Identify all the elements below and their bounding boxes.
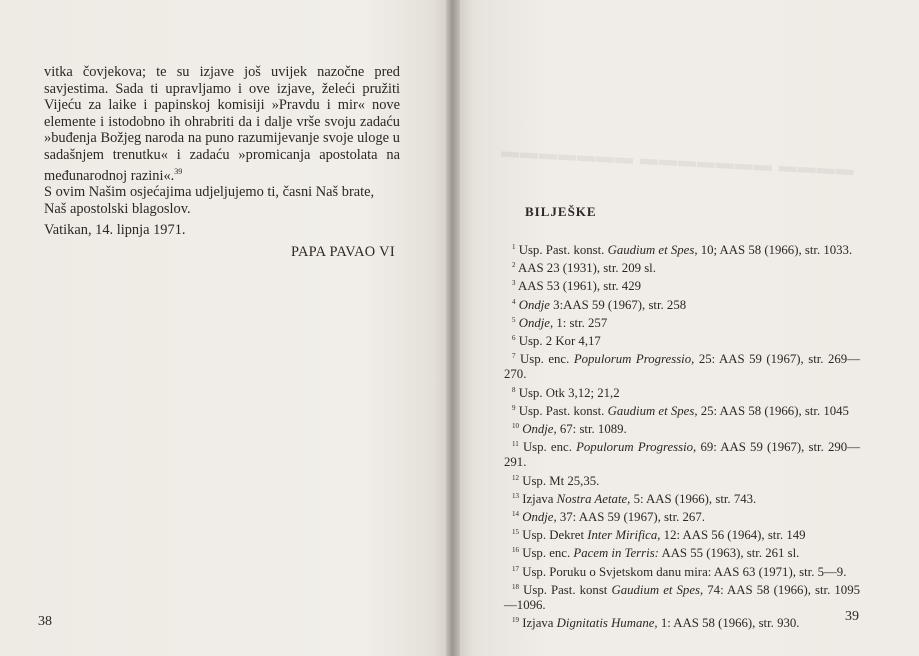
note-title: Ondje, xyxy=(522,510,557,525)
note-number: 18 xyxy=(512,582,519,591)
note-reference: 1: AAS 58 (1966), str. 930. xyxy=(657,616,800,631)
note-item xyxy=(504,507,860,525)
note-title: Ondje, xyxy=(522,422,557,437)
note-title: Gaudium et Spes, xyxy=(611,582,704,597)
note-text: Usp. Mt 25,35. xyxy=(522,473,600,488)
note-number: 8 xyxy=(512,385,516,394)
note-item xyxy=(504,613,860,631)
note-text: AAS 23 (1931), str. 209 sl. xyxy=(518,261,656,276)
note-number: 15 xyxy=(512,528,519,537)
note-number: 2 xyxy=(512,261,516,270)
signature: PAPA PAVAO VI xyxy=(291,244,395,260)
note-text: Usp. Otk 3,12; 21,2 xyxy=(518,385,620,400)
note-item xyxy=(504,543,860,561)
letter-paragraph-text: vitka čovjekova; te su izjave još uvijek nazočne pred savjestima. Sada ti upravljamo i ove izjave, želeći pružiti Vijeću za laike i papinskoj komisiji »Pravdu i mir« nove elemente i istodobno ih ohrabriti da i dalje vrše svoju zadaću »buđenja Božjeg naroda na puno razumijevanje svoje uloge u sadašnjem trenutku« i zadaću »promicanja apostolata na međunarodnoj razini«. xyxy=(44,64,400,184)
note-title: Dignitatis Humane, xyxy=(556,616,658,631)
note-title: Gaudium et Spes, xyxy=(607,243,698,257)
footnote-marker: 39 xyxy=(174,166,183,176)
show-through-text: ▬▬▬▬ ▬▬▬▬▬▬▬ ▬▬▬▬▬▬▬ xyxy=(499,140,855,180)
note-item xyxy=(504,276,860,294)
note-number: 11 xyxy=(512,440,519,449)
note-text: Usp. 2 Kor 4,17 xyxy=(518,334,601,349)
note-text: Izjava xyxy=(522,491,557,506)
note-item xyxy=(504,401,860,419)
note-reference: 12: AAS 56 (1964), str. 149 xyxy=(660,528,806,543)
note-title: Ondje, xyxy=(518,315,554,330)
page-number-left: 38 xyxy=(38,614,52,629)
note-title: Nostra Aetate, xyxy=(556,491,631,506)
note-title: Inter Mirifica, xyxy=(587,528,661,543)
page-number-right: 39 xyxy=(845,609,859,624)
note-number: 4 xyxy=(512,297,516,306)
note-item xyxy=(504,313,860,331)
note-text: Usp. enc. xyxy=(520,352,574,367)
note-number: 10 xyxy=(512,422,519,431)
note-number: 17 xyxy=(512,564,519,573)
note-item xyxy=(504,489,860,507)
note-reference: 1: str. 257 xyxy=(553,315,608,330)
note-reference: 3:AAS 59 (1967), str. 258 xyxy=(549,297,687,312)
note-number: 14 xyxy=(512,510,519,519)
note-number: 7 xyxy=(512,352,516,361)
note-item xyxy=(504,419,860,437)
note-number: 9 xyxy=(512,403,516,412)
note-number: 1 xyxy=(512,243,516,251)
dateline: Vatikan, 14. lipnja 1971. xyxy=(44,222,186,238)
note-number: 19 xyxy=(512,616,519,625)
note-item xyxy=(504,383,860,401)
note-reference: AAS 55 (1963), str. 261 sl. xyxy=(658,546,800,561)
note-number: 13 xyxy=(512,491,519,500)
note-text: Usp. Past. konst. xyxy=(518,403,608,418)
note-reference: 10; AAS 58 (1966), str. 1033. xyxy=(697,243,853,257)
note-number: 5 xyxy=(512,315,516,324)
note-item xyxy=(504,437,860,470)
letter-paragraph xyxy=(44,64,400,184)
note-title: Pacem in Terris: xyxy=(573,546,659,561)
note-item xyxy=(504,471,860,489)
blessing-paragraph: S ovim Našim osjećajima udjeljujemo ti, časni Naš brate, Naš apostolski blagoslov. xyxy=(44,184,375,217)
notes-list xyxy=(504,240,860,631)
left-page xyxy=(0,0,452,656)
note-number: 3 xyxy=(512,279,516,288)
note-item xyxy=(504,258,860,276)
note-title: Populorum Progressio, xyxy=(576,440,697,455)
note-text: Usp. Poruku o Svjetskom danu mira: AAS 63 (1971), str. 5—9. xyxy=(522,564,847,579)
note-number: 6 xyxy=(512,334,516,343)
note-text: Izjava xyxy=(522,616,557,631)
note-title: Ondje xyxy=(518,297,550,312)
note-text: Usp. Dekret xyxy=(522,528,588,543)
note-title: Populorum Progressio, xyxy=(573,352,695,367)
note-item xyxy=(504,295,860,313)
note-title: Gaudium et Spes, xyxy=(607,403,698,418)
letter-body xyxy=(44,64,400,217)
note-reference: 5: AAS (1966), str. 743. xyxy=(630,491,757,506)
note-item xyxy=(504,562,860,580)
notes-heading: BILJEŠKE xyxy=(525,204,597,219)
book-gutter xyxy=(446,0,460,656)
note-text: AAS 53 (1961), str. 429 xyxy=(518,279,641,294)
note-reference: 67: str. 1089. xyxy=(556,422,627,437)
note-text: Usp. enc. xyxy=(522,546,574,561)
note-reference: 37: AAS 59 (1967), str. 267. xyxy=(556,510,705,525)
note-text: Usp. Past. konst xyxy=(523,582,612,597)
note-text: Usp. enc. xyxy=(522,440,577,455)
note-item xyxy=(504,240,860,258)
note-number: 12 xyxy=(512,473,519,482)
note-item xyxy=(504,525,860,543)
note-item xyxy=(504,580,860,613)
note-reference: 25: AAS 58 (1966), str. 1045 xyxy=(697,403,849,418)
note-reference: 69: AAS 59 (1967), str. 290—291. xyxy=(504,440,860,470)
note-item xyxy=(504,349,860,382)
note-number: 16 xyxy=(512,546,519,555)
note-text: Usp. Past. konst. xyxy=(518,243,608,257)
note-item xyxy=(504,331,860,349)
note-reference: 25: AAS 59 (1967), str. 269—270. xyxy=(504,352,861,382)
note-reference: 74: AAS 58 (1966), str. 1095—1096. xyxy=(504,582,860,613)
